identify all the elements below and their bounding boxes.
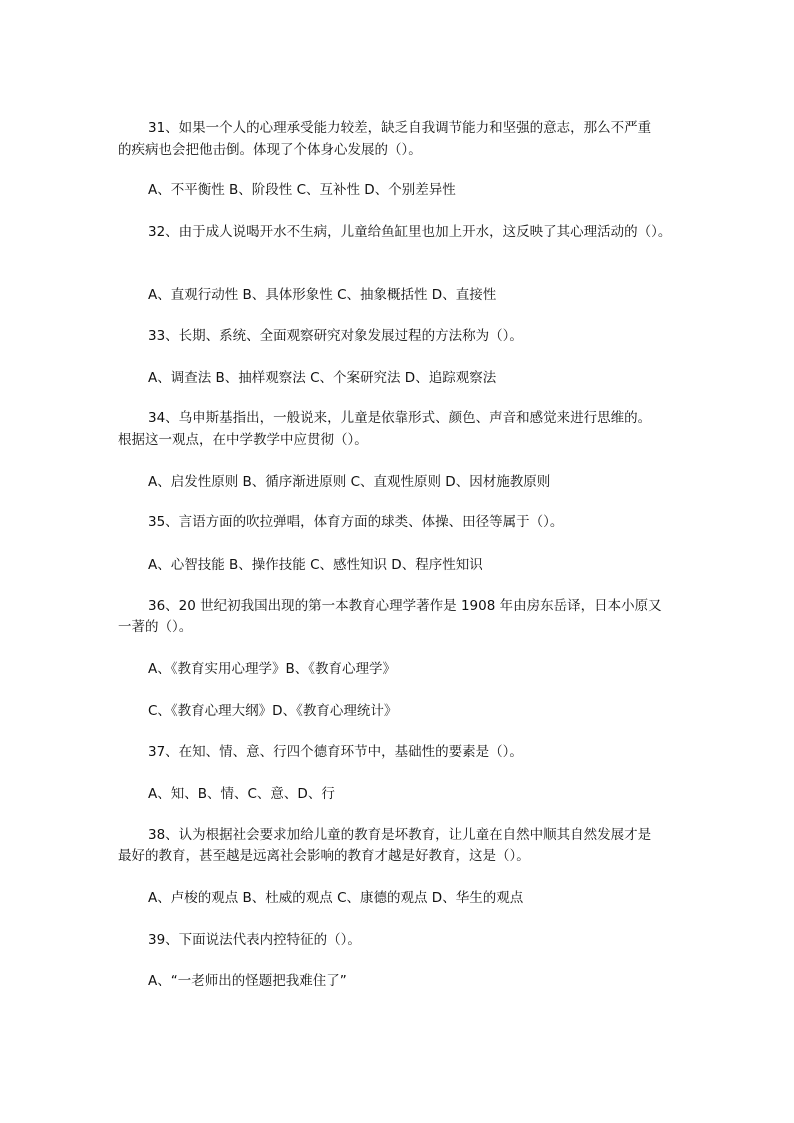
question-38-options: A、卢梭的观点 B、杜威的观点 C、康德的观点 D、华生的观点 (148, 890, 524, 906)
question-37-text-line-1: 37、在知、情、意、行四个德育环节中，基础性的要素是（）。 (148, 744, 523, 760)
question-39-options: A、“一老师出的怪题把我难住了” (148, 973, 347, 989)
question-33-options: A、调查法 B、抽样观察法 C、个案研究法 D、追踪观察法 (148, 370, 497, 386)
question-33-text-line-1: 33、长期、系统、全面观察研究对象发展过程的方法称为（）。 (148, 328, 523, 344)
question-34-options: A、启发性原则 B、循序渐进原则 C、直观性原则 D、因材施教原则 (148, 474, 551, 490)
question-39-text-line-1: 39、下面说法代表内控特征的（）。 (148, 932, 361, 948)
question-36-options-line-2: C、《教育心理大纲》D、《教育心理统计》 (148, 703, 398, 719)
question-35-text-line-1: 35、言语方面的吹拉弹唱，体育方面的球类、体操、田径等属于（）。 (148, 514, 564, 530)
question-31-text-line-2: 的疾病也会把他击倒。体现了个体身心发展的（）。 (118, 142, 422, 158)
question-32-options: A、直观行动性 B、具体形象性 C、抽象概括性 D、直接性 (148, 287, 497, 303)
question-34-text-line-2: 根据这一观点，在中学教学中应贯彻（）。 (118, 432, 368, 448)
question-36-text-line-1: 36、20 世纪初我国出现的第一本教育心理学著作是 1908 年由房东岳译，日本小原又 (148, 598, 662, 614)
question-32-text-line-1: 32、由于成人说喝开水不生病，儿童给鱼缸里也加上开水，这反映了其心理活动的（）。 (148, 224, 672, 240)
question-37-options: A、知、B、情、C、意、D、行 (148, 786, 335, 802)
question-36-options-line-1: A、《教育实用心理学》B、《教育心理学》 (148, 661, 396, 677)
question-35-options: A、心智技能 B、操作技能 C、感性知识 D、程序性知识 (148, 557, 483, 573)
question-38-text-line-2: 最好的教育，甚至越是远离社会影响的教育才越是好教育，这是（）。 (118, 848, 530, 864)
question-31-options: A、不平衡性 B、阶段性 C、互补性 D、个别差异性 (148, 182, 456, 198)
question-36-text-line-2: 一著的（）。 (118, 619, 193, 635)
question-38-text-line-1: 38、认为根据社会要求加给儿童的教育是坏教育，让儿童在自然中顺其自然发展才是 (148, 827, 652, 843)
question-34-text-line-1: 34、乌申斯基指出，一般说来，儿童是依靠形式、颜色、声音和感觉来进行思维的。 (148, 410, 652, 426)
question-31-text-line-1: 31、如果一个人的心理承受能力较差，缺乏自我调节能力和坚强的意志，那么不严重 (148, 120, 652, 136)
